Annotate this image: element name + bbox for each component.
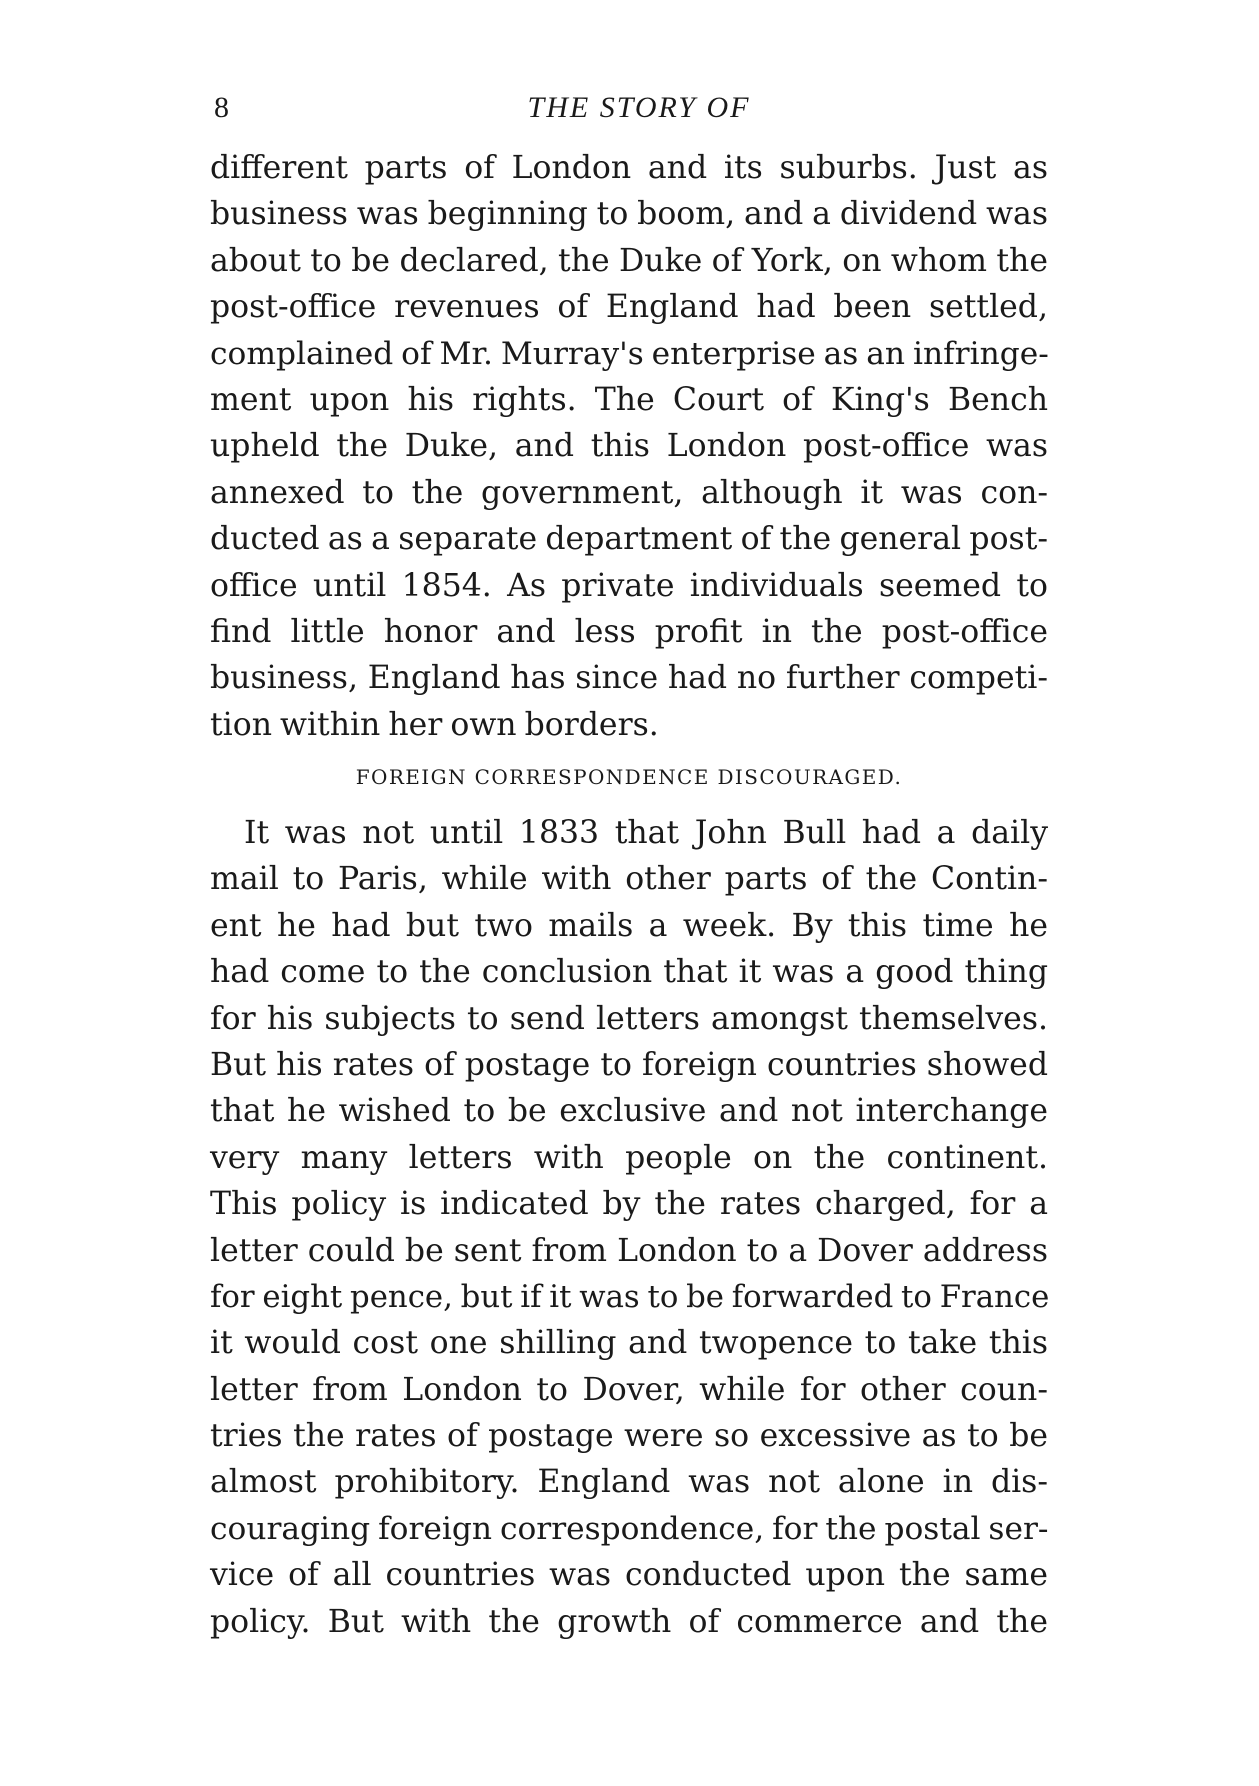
text-line: upheld the Duke, and this London post-office was	[210, 428, 1048, 465]
text-line: had come to the conclusion that it was a good thing	[210, 954, 1048, 991]
text-line: about to be declared, the Duke of York, on whom the	[210, 242, 1048, 279]
paragraph-1	[210, 145, 1048, 748]
text-line: post-office revenues of England had been settled,	[210, 289, 1048, 326]
text-line: very many letters with people on the continent.	[210, 1139, 1048, 1176]
text-line: This policy is indicated by the rates charged, for a	[210, 1186, 1048, 1223]
running-title: THE STORY OF	[527, 91, 751, 124]
text-line: ent he had but two mails a week. By this time he	[210, 907, 1048, 944]
text-line: almost prohibitory. England was not alone in dis-	[210, 1464, 1048, 1501]
text-line: tries the rates of postage were so excessive as to be	[210, 1418, 1048, 1455]
text-line: ment upon his rights. The Court of King's Bench	[210, 381, 1048, 418]
text-line: business, England has since had no further competi-	[210, 660, 1048, 697]
text-line: mail to Paris, while with other parts of the Contin-	[210, 861, 1048, 898]
text-line: But his rates of postage to foreign countries showed	[210, 1046, 1048, 1083]
running-head	[210, 88, 1048, 128]
text-line: find little honor and less profit in the post-office	[210, 613, 1048, 650]
text-line: for his subjects to send letters amongst themselves.	[210, 1000, 1048, 1037]
text-line: different parts of London and its suburbs. Just as	[210, 150, 1048, 186]
text-line: it would cost one shilling and twopence to take this	[210, 1325, 1048, 1362]
text-line: letter from London to Dover, while for other coun-	[210, 1371, 1048, 1408]
text-line: business was beginning to boom, and a dividend was	[210, 196, 1048, 233]
text-line: policy. But with the growth of commerce and the	[210, 1603, 1048, 1640]
text-line: for eight pence, but if it was to be forwarded to France	[210, 1278, 1050, 1315]
text-line: ducted as a separate department of the general post-	[210, 521, 1048, 558]
text-line: that he wished to be exclusive and not interchange	[210, 1093, 1048, 1130]
text-line: vice of all countries was conducted upon the same	[210, 1557, 1048, 1594]
text-line: letter could be sent from London to a Dover address	[210, 1232, 1048, 1269]
page-number: 8	[214, 91, 229, 124]
text-line: couraging foreign correspondence, for the postal ser-	[210, 1510, 1049, 1547]
text-line: It was not until 1833 that John Bull had a daily	[244, 815, 1048, 851]
text-line: annexed to the government, although it was con-	[210, 474, 1048, 511]
text-line: complained of Mr. Murray's enterprise as an infringe-	[210, 335, 1049, 372]
section-heading: FOREIGN CORRESPONDENCE DISCOURAGED.	[355, 765, 903, 789]
text-line: office until 1854. As private individuals seemed to	[210, 567, 1048, 604]
paragraph-2	[210, 810, 1048, 1645]
text-line: tion within her own borders.	[210, 706, 659, 743]
